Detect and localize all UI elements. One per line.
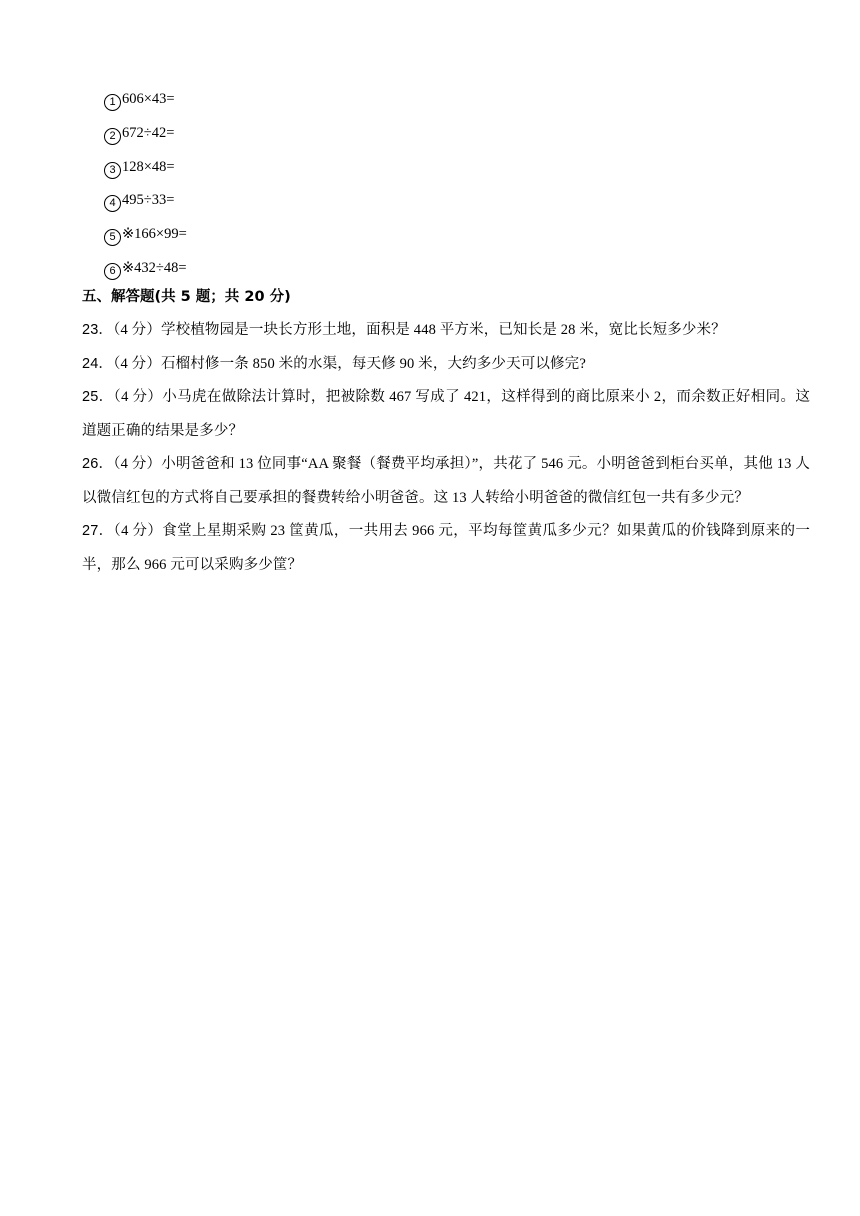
calculation-expression: 606×43= [122, 91, 175, 107]
problem-item [82, 381, 810, 448]
problem-text: （4 分）小明爸爸和 13 位同事“AA 聚餐（餐费平均承担）”，共花了 546 元。小明爸爸到柜台买单，其他 13 人以微信红包的方式将自己要承担的餐费转给小明爸爸。这 13 人转给小明爸爸的微信红包一共有多少元？ [82, 456, 810, 506]
calculation-item [104, 123, 187, 157]
calculation-expression: ※166×99= [122, 226, 187, 243]
calculation-expression: ※432÷48= [122, 259, 187, 276]
section-heading: 五、解答题(共 5 题；共 20 分) [82, 289, 291, 305]
problem-number: 23． [82, 322, 114, 338]
circled-number: 4 [104, 195, 121, 212]
problem-text: （4 分）学校植物园是一块长方形土地，面积是 448 平方米，已知长是 28 米，宽比长短多少米？ [113, 322, 726, 338]
problem-item [82, 314, 810, 348]
calculation-expression: 672÷42= [122, 124, 175, 141]
problem-item [82, 515, 810, 582]
calculation-item [104, 190, 187, 224]
problem-item [82, 348, 810, 382]
calculation-expression: 128×48= [122, 158, 175, 175]
problem-number: 27． [82, 523, 114, 539]
circled-number: 6 [104, 263, 121, 280]
circled-number: 5 [104, 229, 121, 246]
circled-number: 1 [104, 94, 121, 111]
problem-number: 26． [82, 456, 114, 472]
problem-number: 25． [82, 389, 114, 405]
calculation-list [104, 89, 187, 292]
problem-item [82, 448, 810, 515]
calculation-item [104, 89, 187, 123]
problem-list [82, 314, 810, 582]
problem-number: 24． [82, 355, 114, 372]
calculation-item [104, 157, 187, 191]
problem-text: （4 分）食堂上星期采购 23 筐黄瓜，一共用去 966 元，平均每筐黄瓜多少元？如果黄瓜的价钱降到原来的一半，那么 966 元可以采购多少筐？ [82, 523, 810, 573]
problem-text: （4 分）石榴村修一条 850 米的水渠，每天修 90 米，大约多少天可以修完? [113, 355, 586, 372]
calculation-expression: 495÷33= [122, 192, 175, 209]
circled-number: 3 [104, 162, 121, 179]
circled-number: 2 [104, 128, 121, 145]
calculation-item [104, 224, 187, 258]
problem-text: （4 分）小马虎在做除法计算时，把被除数 467 写成了 421，这样得到的商比原来小 2，而余数正好相同。这道题正确的结果是多少？ [82, 389, 810, 439]
